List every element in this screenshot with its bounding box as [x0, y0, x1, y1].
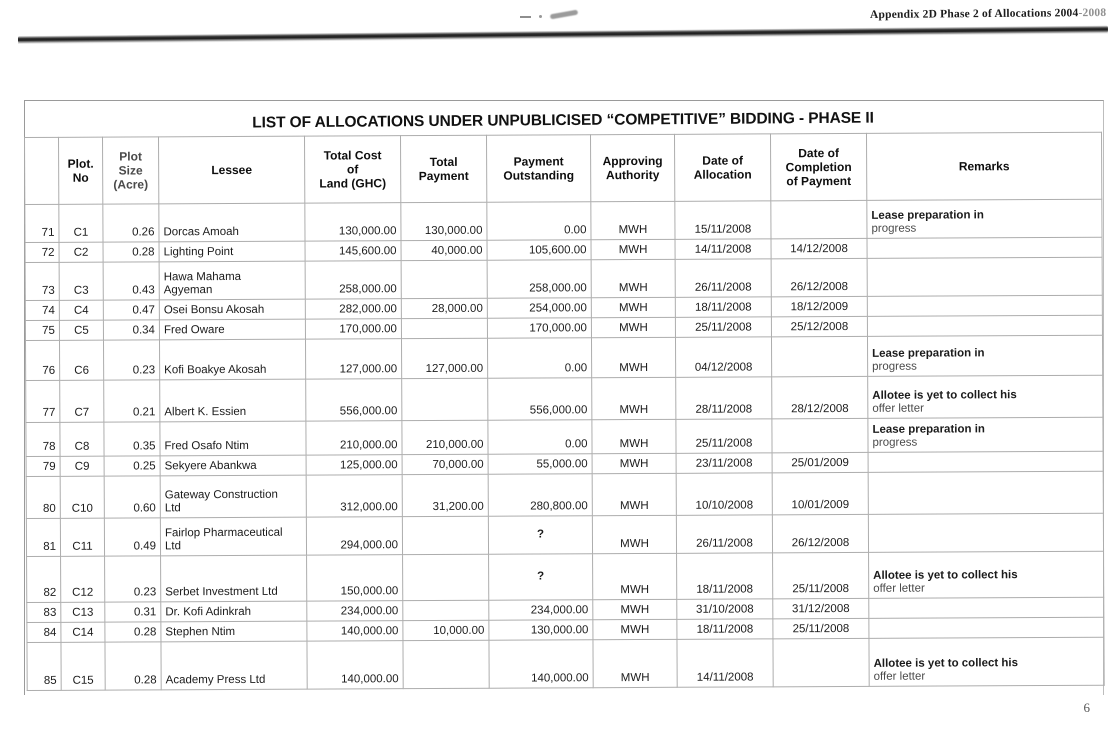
cell-plot-size: 0.25 — [104, 456, 160, 476]
cell-date-of-completion: 10/01/2009 — [772, 472, 868, 514]
cell-plot-size: 0.23 — [103, 340, 159, 380]
cell-date-of-completion: 26/12/2008 — [772, 514, 868, 552]
cell-approving-authority: MWH — [591, 337, 675, 377]
cell-total-cost: 150,000.00 — [307, 555, 403, 601]
cell-total-payment: 130,000.00 — [401, 202, 487, 240]
cell-approving-authority: MWH — [592, 473, 676, 515]
cell-date-of-allocation: 14/11/2008 — [675, 239, 771, 259]
cell-approving-authority: MWH — [592, 515, 676, 553]
cell-total-payment: 40,000.00 — [401, 240, 487, 260]
cell-date-of-allocation: 10/10/2008 — [676, 473, 772, 515]
lessee-line-2: Ltd — [164, 540, 182, 553]
cell-total-payment — [401, 318, 487, 338]
cell-date-of-allocation: 28/11/2008 — [676, 377, 772, 419]
cell-date-of-completion: 31/12/2008 — [773, 598, 869, 618]
cell-total-payment: 127,000.00 — [401, 338, 487, 378]
cell-approving-authority: MWH — [593, 639, 677, 687]
cell-date-of-allocation: 18/11/2008 — [675, 297, 771, 317]
cell-remarks — [867, 199, 1102, 238]
cell-total-cost: 145,600.00 — [305, 241, 401, 261]
cell-date-of-completion: 26/12/2008 — [771, 258, 867, 296]
col-header-total-cost: Total Cost of Land (GHC) — [304, 136, 400, 203]
cell-approving-authority: MWH — [591, 201, 675, 239]
page-number: 6 — [1083, 700, 1090, 715]
table-row[interactable] — [27, 637, 1104, 690]
lessee-line-2: Agyeman — [163, 284, 213, 297]
cell-plot-no: C5 — [59, 320, 103, 340]
cell-index: 84 — [27, 622, 61, 642]
cell-index: 75 — [25, 320, 59, 340]
cell-date-of-completion: 25/11/2008 — [773, 552, 869, 598]
cell-total-payment — [403, 600, 489, 620]
cell-remarks — [868, 451, 1103, 472]
cell-remarks — [868, 471, 1103, 514]
cell-lessee: Albert K. Essien — [160, 379, 306, 422]
cell-total-payment: 70,000.00 — [402, 454, 488, 474]
remarks-line-1: Allotee is yet to collect his — [873, 657, 1019, 670]
cell-total-cost: 556,000.00 — [306, 379, 402, 421]
cell-date-of-completion — [772, 418, 868, 452]
cell-date-of-completion — [771, 336, 867, 376]
table-body — [25, 199, 1104, 690]
cell-plot-no: C12 — [61, 556, 105, 602]
scan-smudge — [520, 12, 590, 21]
cell-approving-authority: MWH — [592, 377, 676, 419]
cell-index: 71 — [25, 204, 59, 242]
cell-date-of-completion — [773, 638, 869, 686]
cell-total-cost: 140,000.00 — [307, 641, 403, 689]
cell-date-of-completion: 18/12/2009 — [771, 296, 867, 316]
table-row[interactable] — [26, 417, 1103, 456]
remarks-line-2: progress — [872, 361, 917, 374]
col-header-payment-outstanding: Payment Outstanding — [486, 135, 590, 203]
cell-date-of-allocation: 31/10/2008 — [677, 599, 773, 619]
cell-approving-authority: MWH — [593, 599, 677, 619]
cell-plot-no: C3 — [59, 262, 103, 300]
cell-total-payment — [403, 554, 489, 600]
cell-lessee: Fred Oware — [159, 319, 305, 340]
cell-remarks — [868, 417, 1103, 452]
cell-remarks — [867, 295, 1102, 316]
cell-approving-authority: MWH — [593, 553, 677, 599]
lessee-line-1: Hawa Mahama — [163, 270, 242, 284]
cell-index: 76 — [25, 340, 59, 380]
cell-lessee: Osei Bonsu Akosah — [159, 299, 305, 320]
allocations-table — [24, 132, 1105, 691]
cell-payment-outstanding: 0.00 — [487, 202, 591, 241]
cell-plot-size: 0.21 — [104, 380, 160, 422]
remarks-line-2: offer letter — [873, 583, 925, 596]
cell-total-cost: 140,000.00 — [307, 621, 403, 641]
cell-payment-outstanding: 130,000.00 — [489, 620, 593, 641]
cell-index: 79 — [26, 456, 60, 476]
cell-index: 83 — [27, 602, 61, 622]
remarks-line-2: offer letter — [873, 671, 926, 684]
cell-remarks — [869, 597, 1104, 618]
cell-plot-no: C10 — [60, 476, 104, 518]
cell-total-cost: 258,000.00 — [305, 261, 401, 299]
cell-plot-no: C4 — [59, 300, 103, 320]
cell-plot-no: C15 — [61, 642, 105, 690]
table-row[interactable] — [27, 551, 1104, 602]
col-header-date-of-completion: Date of Completion of Payment — [770, 133, 866, 200]
remarks-line-1: Lease preparation in — [871, 209, 984, 222]
cell-payment-outstanding: 254,000.00 — [487, 298, 591, 319]
lessee-line-1: Gateway Construction — [164, 488, 278, 502]
cell-plot-size: 0.49 — [104, 518, 160, 556]
cell-total-payment — [402, 378, 488, 420]
cell-approving-authority: MWH — [592, 419, 676, 453]
cell-lessee: Lighting Point — [159, 241, 305, 262]
cell-payment-outstanding: 234,000.00 — [489, 600, 593, 621]
col-header-date-of-allocation: Date of Allocation — [674, 134, 770, 201]
cell-remarks — [869, 617, 1104, 638]
cell-remarks — [867, 315, 1102, 336]
cell-date-of-completion: 25/01/2009 — [772, 452, 868, 472]
cell-index: 80 — [26, 476, 60, 518]
cell-lessee: Fred Osafo Ntim — [160, 421, 306, 456]
cell-payment-outstanding: 170,000.00 — [487, 318, 591, 339]
cell-index: 85 — [27, 642, 61, 690]
cell-remarks — [867, 335, 1102, 376]
cell-approving-authority: MWH — [591, 259, 675, 297]
appendix-header-faded: -2008 — [1078, 6, 1107, 20]
cell-lessee: Serbet Investment Ltd — [161, 555, 307, 602]
cell-plot-no: C8 — [60, 422, 104, 456]
cell-lessee: Kofi Boakye Akosah — [159, 339, 305, 380]
cell-lessee — [159, 261, 305, 300]
cell-index: 77 — [26, 380, 60, 422]
cell-date-of-allocation: 14/11/2008 — [677, 639, 773, 687]
cell-remarks — [869, 637, 1104, 686]
cell-total-cost: 294,000.00 — [306, 517, 402, 555]
cell-index: 73 — [25, 262, 59, 300]
remarks-line-1: Allotee is yet to collect his — [873, 569, 1018, 582]
cell-plot-size: 0.35 — [104, 422, 160, 456]
cell-plot-size: 0.28 — [105, 642, 161, 690]
cell-date-of-allocation: 26/11/2008 — [676, 515, 772, 553]
col-header-remarks: Remarks — [866, 132, 1101, 200]
cell-payment-outstanding: 0.00 — [487, 338, 591, 379]
cell-payment-outstanding: 280,800.00 — [488, 474, 592, 517]
cell-index: 78 — [26, 422, 60, 456]
cell-date-of-allocation: 23/11/2008 — [676, 453, 772, 473]
cell-total-payment: 28,000.00 — [401, 298, 487, 318]
cell-remarks — [868, 513, 1103, 552]
cell-plot-size: 0.31 — [105, 602, 161, 622]
cell-plot-size: 0.28 — [105, 622, 161, 642]
cell-plot-size: 0.60 — [104, 476, 160, 518]
table-row[interactable] — [26, 471, 1103, 518]
cell-plot-size: 0.23 — [105, 556, 161, 602]
page-title: LIST OF ALLOCATIONS UNDER UNPUBLICISED “COMPETITIVE” BIDDING - PHASE II — [252, 109, 874, 132]
cell-date-of-allocation: 15/11/2008 — [675, 201, 771, 239]
cell-plot-size: 0.26 — [103, 204, 159, 242]
cell-index: 72 — [25, 242, 59, 262]
cell-lessee: Stephen Ntim — [161, 621, 307, 642]
cell-total-cost: 127,000.00 — [305, 339, 401, 379]
cell-approving-authority: MWH — [591, 317, 675, 337]
cell-total-payment: 210,000.00 — [402, 420, 488, 454]
cell-plot-size: 0.28 — [103, 242, 159, 262]
col-header-plot-size: Plot Size (Acre) — [103, 137, 159, 204]
table-row[interactable] — [25, 335, 1102, 380]
cell-total-payment — [401, 260, 487, 298]
lessee-line-1: Fairlop Pharmaceutical — [164, 526, 283, 540]
remarks-line-1: Lease preparation in — [872, 423, 985, 436]
remarks-line-1: Allotee is yet to collect his — [872, 389, 1017, 402]
cell-index: 81 — [26, 518, 60, 556]
cell-plot-no: C7 — [60, 380, 104, 422]
cell-approving-authority: MWH — [593, 619, 677, 639]
cell-payment-outstanding: 55,000.00 — [488, 454, 592, 475]
cell-approving-authority: MWH — [591, 297, 675, 317]
cell-total-payment — [402, 516, 488, 554]
cell-payment-outstanding: 556,000.00 — [488, 378, 592, 421]
cell-date-of-completion: 14/12/2008 — [771, 238, 867, 258]
lessee-line-2: Ltd — [164, 502, 181, 515]
remarks-line-1: Lease preparation in — [872, 347, 985, 360]
cell-lessee: Dr. Kofi Adinkrah — [161, 601, 307, 622]
cell-lessee — [160, 517, 306, 556]
cell-total-payment: 31,200.00 — [402, 474, 488, 516]
cell-plot-no: C13 — [61, 602, 105, 622]
cell-remarks — [869, 551, 1104, 598]
cell-total-cost: 130,000.00 — [305, 203, 401, 241]
cell-date-of-completion: 28/12/2008 — [772, 376, 868, 418]
cell-remarks — [867, 237, 1102, 258]
col-header-approving-authority: Approving Authority — [590, 134, 674, 201]
cell-index: 74 — [25, 300, 59, 320]
remarks-line-2: progress — [872, 437, 918, 450]
cell-lessee — [160, 475, 306, 518]
cell-total-cost: 312,000.00 — [306, 475, 402, 517]
cell-plot-size: 0.34 — [103, 320, 159, 340]
cell-date-of-completion: 25/11/2008 — [773, 618, 869, 638]
cell-plot-no: C6 — [59, 340, 103, 380]
cell-total-payment — [403, 640, 489, 688]
cell-total-cost: 210,000.00 — [306, 421, 402, 455]
cell-payment-outstanding: ? — [489, 554, 593, 601]
cell-payment-outstanding: ? — [488, 516, 592, 555]
cell-plot-no: C1 — [59, 204, 103, 242]
cell-date-of-completion — [771, 200, 867, 238]
col-header-index — [25, 137, 59, 204]
cell-plot-no: C14 — [61, 622, 105, 642]
cell-payment-outstanding: 140,000.00 — [489, 640, 593, 689]
table-row[interactable] — [26, 513, 1103, 556]
cell-plot-size: 0.43 — [103, 262, 159, 300]
cell-total-cost: 125,000.00 — [306, 455, 402, 475]
cell-total-payment: 10,000.00 — [403, 620, 489, 640]
appendix-header — [870, 7, 1106, 21]
table-row[interactable] — [25, 199, 1102, 242]
cell-plot-no: C9 — [60, 456, 104, 476]
cell-payment-outstanding: 0.00 — [488, 420, 592, 455]
remarks-line-2: progress — [871, 223, 917, 236]
col-header-total-payment: Total Payment — [400, 135, 486, 202]
table-row[interactable] — [26, 375, 1103, 422]
col-header-plot-no: Plot. No — [59, 137, 103, 204]
cell-approving-authority: MWH — [592, 453, 676, 473]
cell-remarks — [868, 375, 1103, 418]
remarks-line-2: offer letter — [872, 403, 924, 416]
cell-approving-authority: MWH — [591, 239, 675, 259]
cell-total-cost: 170,000.00 — [305, 319, 401, 339]
cell-payment-outstanding: 105,600.00 — [487, 240, 591, 261]
cell-date-of-allocation: 04/12/2008 — [675, 337, 771, 377]
cell-date-of-allocation: 25/11/2008 — [676, 419, 772, 453]
table-header-row — [25, 132, 1102, 204]
cell-lessee: Dorcas Amoah — [159, 203, 305, 242]
cell-date-of-allocation: 18/11/2008 — [677, 553, 773, 599]
cell-remarks — [867, 257, 1102, 296]
appendix-header-text: Appendix 2D Phase 2 of Allocations 2004 — [869, 7, 1079, 22]
cell-date-of-allocation: 26/11/2008 — [675, 259, 771, 297]
cell-date-of-allocation: 18/11/2008 — [677, 619, 773, 639]
col-header-lessee: Lessee — [159, 136, 305, 204]
cell-plot-no: C2 — [59, 242, 103, 262]
cell-date-of-allocation: 25/11/2008 — [675, 317, 771, 337]
cell-index: 82 — [27, 556, 61, 602]
cell-lessee: Academy Press Ltd — [161, 641, 307, 690]
table-row[interactable] — [25, 257, 1102, 300]
cell-lessee: Sekyere Abankwa — [160, 455, 306, 476]
cell-total-cost: 282,000.00 — [305, 299, 401, 319]
cell-plot-size: 0.47 — [103, 300, 159, 320]
cell-payment-outstanding: 258,000.00 — [487, 260, 591, 299]
cell-plot-no: C11 — [60, 518, 104, 556]
cell-date-of-completion: 25/12/2008 — [771, 316, 867, 336]
cell-total-cost: 234,000.00 — [307, 601, 403, 621]
